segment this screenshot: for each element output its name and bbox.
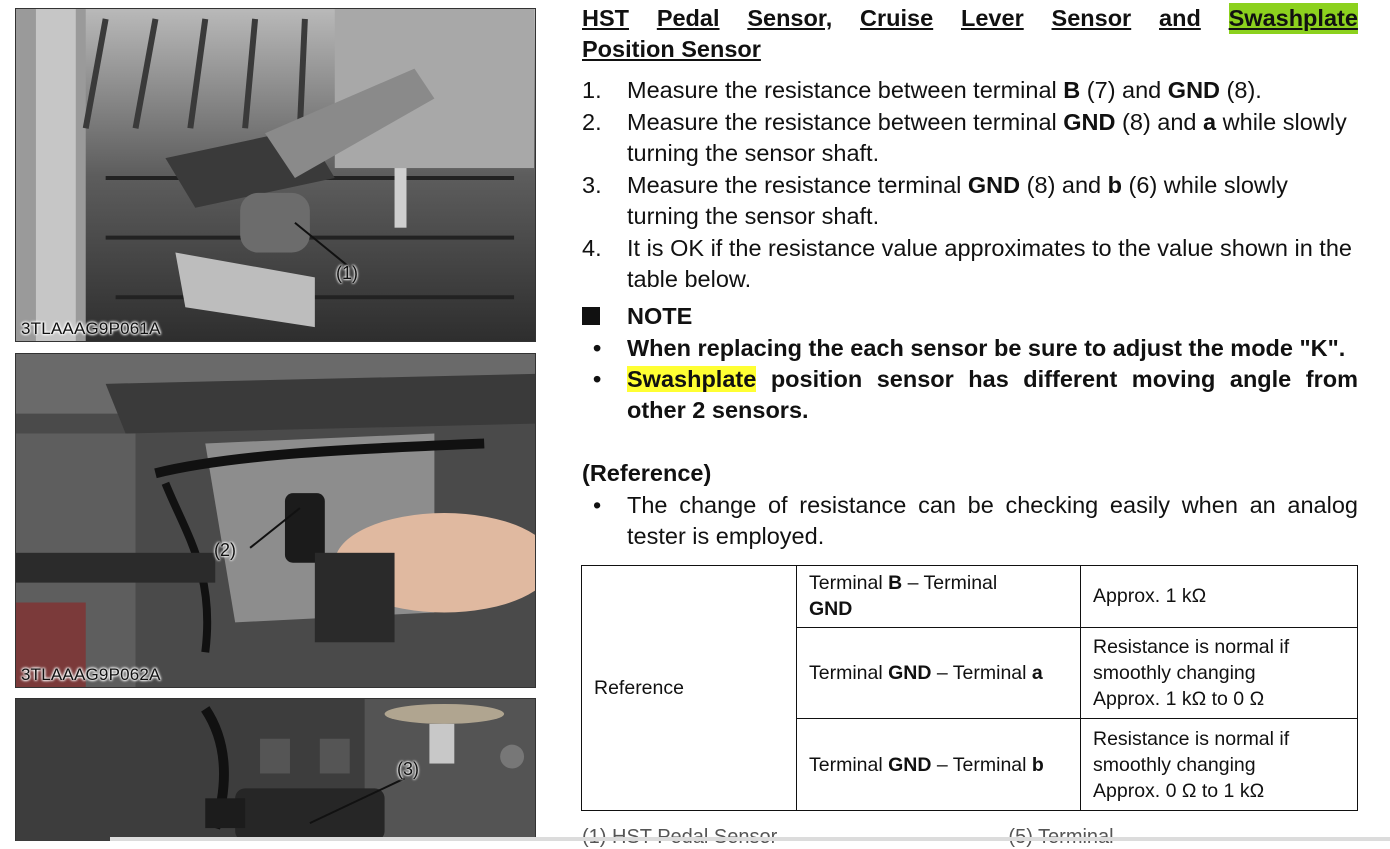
- note-item: [582, 333, 1358, 364]
- step-text: Measure the resistance between terminal: [627, 108, 1064, 135]
- bullet-icon: •: [593, 366, 602, 392]
- step-text: (7) and: [1080, 77, 1168, 103]
- cell-text: – Terminal: [931, 661, 1032, 684]
- cell-terminal: GND: [888, 661, 932, 684]
- cell-value-line: smoothly changing: [1093, 753, 1256, 776]
- procedure-steps: [582, 75, 1358, 296]
- callout-1: (1): [336, 263, 358, 283]
- title-highlight: Swashplate: [1229, 3, 1358, 34]
- callout-3: (3): [397, 759, 419, 779]
- title-word: Sensor: [1051, 5, 1132, 31]
- step-terminal: GND: [967, 171, 1021, 198]
- cell-text: – Terminal: [902, 572, 998, 595]
- table-cell-value: [1081, 627, 1358, 719]
- horizontal-scrollbar[interactable]: [110, 837, 1390, 841]
- note-heading: [582, 301, 692, 332]
- table-cell-value: [1081, 566, 1358, 628]
- cell-terminal: GND: [809, 598, 853, 621]
- step-number: 2.: [582, 108, 602, 135]
- table-row-label: Reference: [582, 566, 797, 811]
- cell-text: Terminal: [809, 753, 889, 776]
- step-number: 1.: [582, 77, 602, 103]
- step-terminal: GND: [1063, 108, 1116, 135]
- cell-terminal: b: [1031, 753, 1044, 776]
- photo-cruise-lever-sensor: [15, 353, 536, 688]
- note-text: position sensor has different moving angle from other 2 sensors.: [627, 366, 1358, 423]
- step-terminal: GND: [1167, 77, 1221, 103]
- photo-hst-pedal-sensor: [15, 8, 536, 342]
- table-row: [582, 566, 1358, 628]
- title-word: HST: [582, 5, 629, 31]
- note-item: [582, 364, 1358, 426]
- cell-terminal: B: [888, 572, 903, 595]
- cell-value-line: Resistance is normal if: [1093, 727, 1290, 750]
- step-item: [582, 75, 1358, 107]
- cell-value-line: smoothly changing: [1093, 661, 1256, 684]
- bullet-icon: •: [593, 335, 602, 361]
- photo-2-caption: 3TLAAAG9P062A: [21, 665, 161, 684]
- step-text: (8) and: [1020, 171, 1108, 198]
- step-terminal: b: [1107, 171, 1123, 198]
- note-highlight: Swashplate: [627, 366, 757, 392]
- reference-list: [582, 490, 1358, 552]
- step-item: [582, 170, 1358, 233]
- title-word: Sensor,: [747, 5, 833, 31]
- photo-swashplate-sensor: [15, 698, 536, 841]
- cell-value-line: Approx. 1 kΩ to 0 Ω: [1093, 687, 1265, 710]
- table-cell-terminals: [797, 566, 1081, 628]
- cell-terminal: a: [1031, 661, 1043, 684]
- title-line-2: Position Sensor: [582, 36, 761, 62]
- step-text: while slowly turning the sensor shaft.: [627, 108, 1347, 166]
- step-terminal: a: [1203, 108, 1217, 135]
- cell-text: – Terminal: [931, 753, 1032, 776]
- cell-terminal: GND: [888, 753, 932, 776]
- step-text: (6) while slowly turning the sensor shaft.: [627, 171, 1288, 229]
- step-item: [582, 107, 1358, 170]
- table-cell-terminals: [797, 719, 1081, 811]
- cell-value-line: Approx. 1 kΩ: [1093, 585, 1207, 608]
- bullet-icon: •: [593, 492, 602, 518]
- step-terminal: B: [1063, 77, 1081, 103]
- step-text: Measure the resistance terminal: [627, 171, 968, 198]
- reference-table: [581, 565, 1358, 811]
- note-text: When replacing the each sensor be sure to adjust the mode "K".: [627, 335, 1346, 361]
- cell-text: Terminal: [809, 572, 889, 595]
- table-cell-terminals: [797, 627, 1081, 719]
- title-word: Lever: [961, 5, 1024, 31]
- step-text: Measure the resistance between terminal: [627, 77, 1064, 103]
- table-cell-value: [1081, 719, 1358, 811]
- reference-text: The change of resistance can be checking easily when an analog tester is employed.: [627, 492, 1358, 549]
- callout-2: (2): [214, 540, 236, 560]
- note-label: NOTE: [627, 303, 693, 329]
- note-square-icon: [582, 307, 600, 325]
- title-word: Cruise: [860, 5, 934, 31]
- photo-1-caption: 3TLAAAG9P061A: [21, 319, 161, 338]
- cell-value-line: Approx. 0 Ω to 1 kΩ: [1093, 779, 1265, 802]
- step-number: 4.: [582, 234, 602, 261]
- step-text: (8) and: [1115, 108, 1204, 135]
- step-text: It is OK if the resistance value approximates to the value shown in the table below.: [627, 234, 1352, 292]
- reference-heading: (Reference): [582, 460, 712, 486]
- step-number: 3.: [582, 171, 602, 198]
- cell-value-line: Resistance is normal if: [1093, 635, 1290, 658]
- photo-3-illustration: [16, 699, 535, 841]
- title-word: Pedal: [656, 5, 720, 31]
- step-text: (8).: [1220, 77, 1262, 103]
- cell-text: Terminal: [809, 661, 889, 684]
- note-list: [582, 333, 1358, 426]
- step-item: [582, 233, 1358, 296]
- title-word: and: [1159, 5, 1201, 31]
- photo-1-illustration: [16, 9, 535, 341]
- reference-item: [582, 490, 1358, 552]
- section-title: [582, 3, 1358, 65]
- photo-2-illustration: [16, 354, 535, 687]
